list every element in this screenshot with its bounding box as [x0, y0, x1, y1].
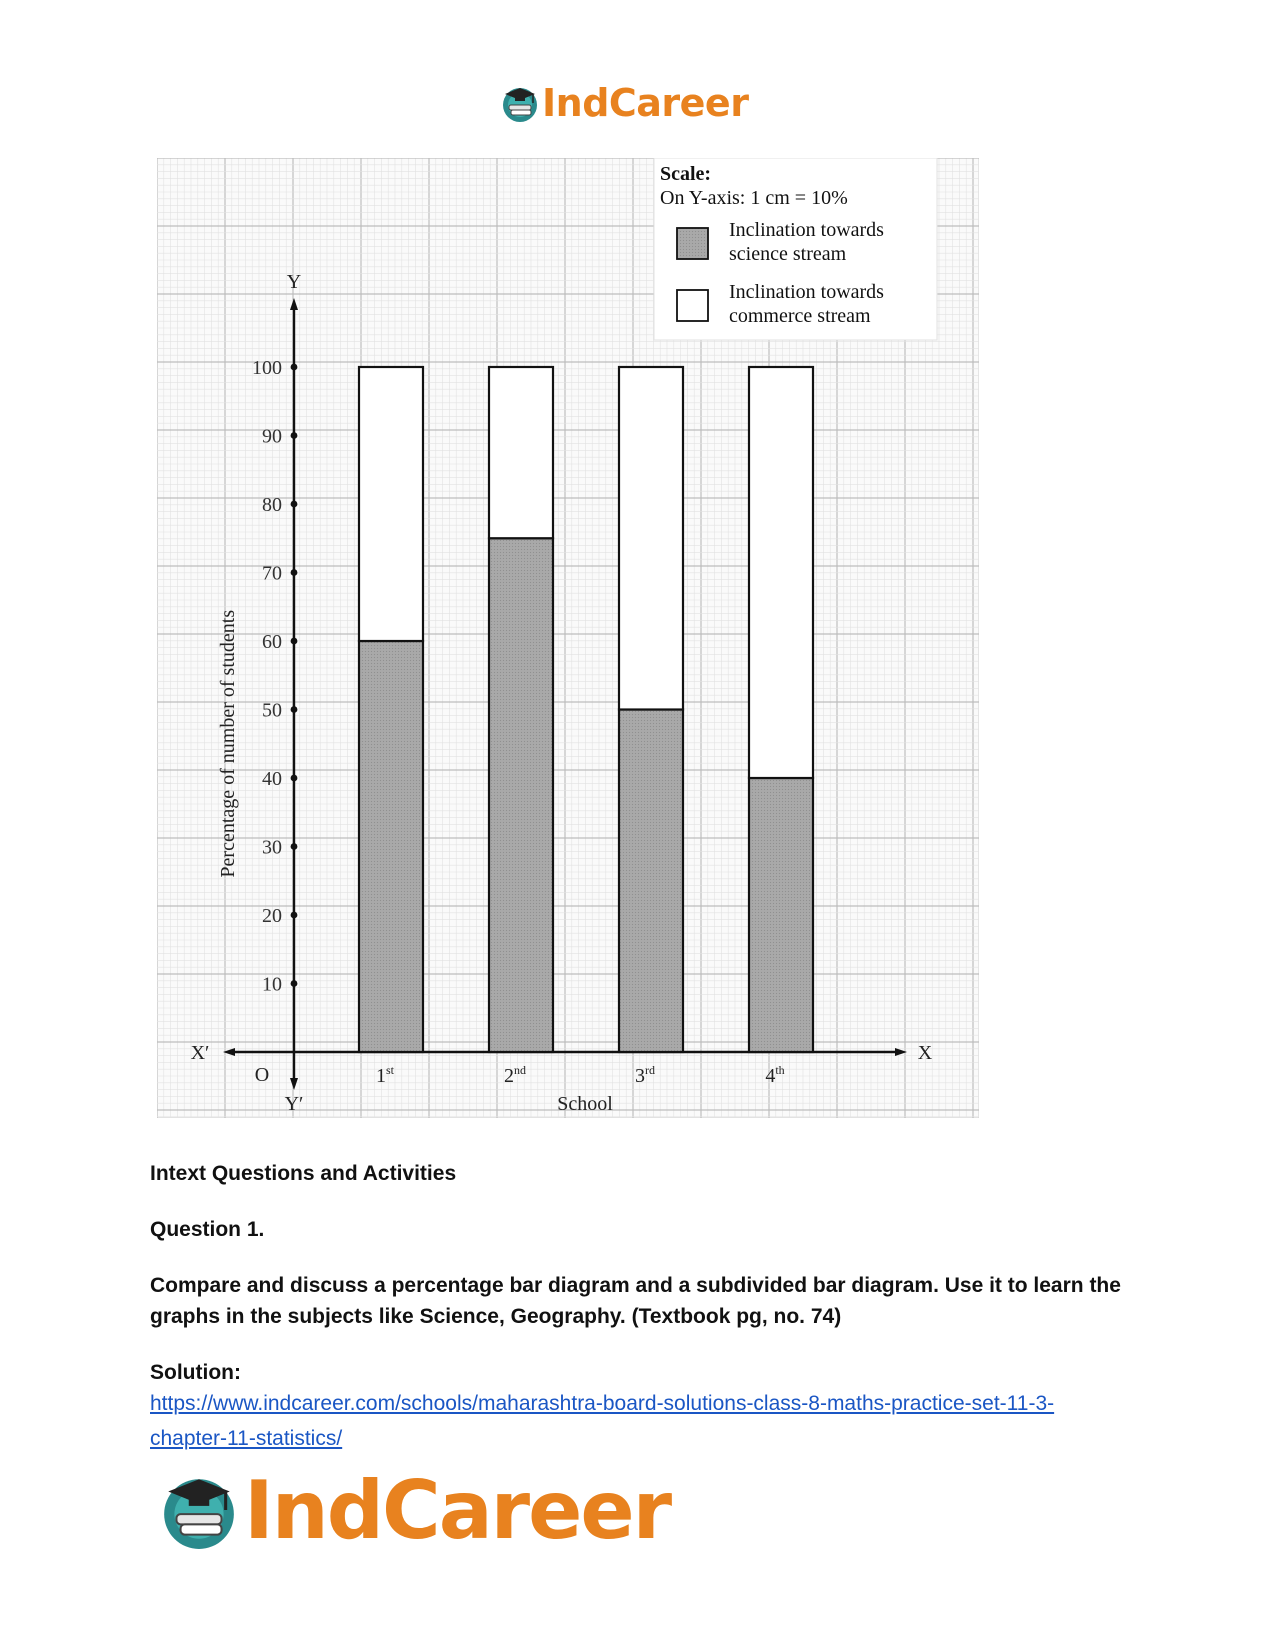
y-tick-mark [291, 706, 298, 713]
y-tick-mark [291, 912, 298, 919]
x-tick-label: 2nd [504, 1063, 526, 1087]
legend-swatch-science [677, 228, 708, 259]
legend-item-line: commerce stream [729, 305, 871, 327]
bar-commerce-segment [489, 367, 553, 538]
y-tick-label: 90 [262, 425, 282, 448]
legend-title: Scale: [660, 163, 712, 185]
y-axis-label-y-prime: Y′ [284, 1093, 304, 1115]
legend-item-line: Inclination towards [729, 219, 884, 241]
y-tick-label: 40 [262, 768, 282, 790]
x-tick-label: 4th [765, 1063, 785, 1087]
y-tick-label: 80 [262, 494, 282, 516]
y-tick-label: 70 [262, 562, 282, 585]
legend-scale-text: On Y-axis: 1 cm = 10% [660, 187, 848, 209]
bar-commerce-segment [749, 367, 813, 778]
y-tick-label: 20 [262, 905, 282, 927]
section-title: Intext Questions and Activities [150, 1162, 457, 1185]
legend-item-line: Inclination towards [729, 281, 884, 303]
origin-label: O [254, 1064, 270, 1086]
bar-science-segment [359, 641, 423, 1052]
bar-science-segment [619, 710, 683, 1053]
y-tick-mark [291, 980, 298, 987]
y-tick-mark [291, 638, 298, 645]
y-tick-mark [291, 501, 298, 508]
y-tick-mark [291, 775, 298, 782]
bar-chart [157, 158, 979, 1118]
bar-science-segment [489, 538, 553, 1052]
header-logo [500, 78, 770, 128]
y-tick-mark [291, 569, 298, 576]
y-tick-label: 50 [262, 699, 282, 722]
logo-text: IndCareer [542, 81, 749, 125]
solution-label: Solution: [150, 1361, 241, 1384]
logo-text: IndCareer [244, 1463, 671, 1557]
y-tick-label: 10 [262, 973, 282, 996]
bar-commerce-segment [359, 367, 423, 641]
x-tick-label: 3rd [635, 1063, 655, 1087]
x-axis-label-x-prime: X′ [190, 1042, 210, 1064]
question-text: Compare and discuss a percentage bar diagram and a subdivided bar diagram. Use it to learn the graphs in the subjects like Science, Geography. (Textbook pg, no. 74) [150, 1274, 1121, 1328]
footer-logo [158, 1460, 698, 1560]
bar-commerce-segment [619, 367, 683, 710]
y-tick-label: 30 [262, 836, 282, 859]
solution-link[interactable]: https://www.indcareer.com/schools/maharashtra-board-solutions-class-8-maths-practice-set-11-3-chapter-11-statistics/ [150, 1392, 1055, 1450]
y-axis-title: Percentage of number of students [217, 609, 239, 878]
chart-svg [157, 158, 979, 1118]
y-tick-mark [291, 843, 298, 850]
question-label: Question 1. [150, 1218, 265, 1241]
y-tick-mark [291, 364, 298, 371]
legend-swatch-commerce [677, 290, 708, 321]
y-tick-label: 60 [262, 631, 282, 653]
x-axis-title: School [557, 1093, 613, 1115]
x-axis-label-x: X [917, 1042, 933, 1064]
graduation-cap-books-icon [158, 1469, 240, 1551]
legend [654, 158, 937, 340]
x-tick-label: 1st [375, 1063, 395, 1087]
y-tick-label: 100 [252, 357, 282, 379]
legend-item-line: science stream [729, 243, 847, 265]
y-tick-mark [291, 432, 298, 439]
bar-science-segment [749, 778, 813, 1052]
y-axis-label-y: Y [286, 271, 302, 293]
graduation-cap-books-icon [500, 83, 540, 123]
